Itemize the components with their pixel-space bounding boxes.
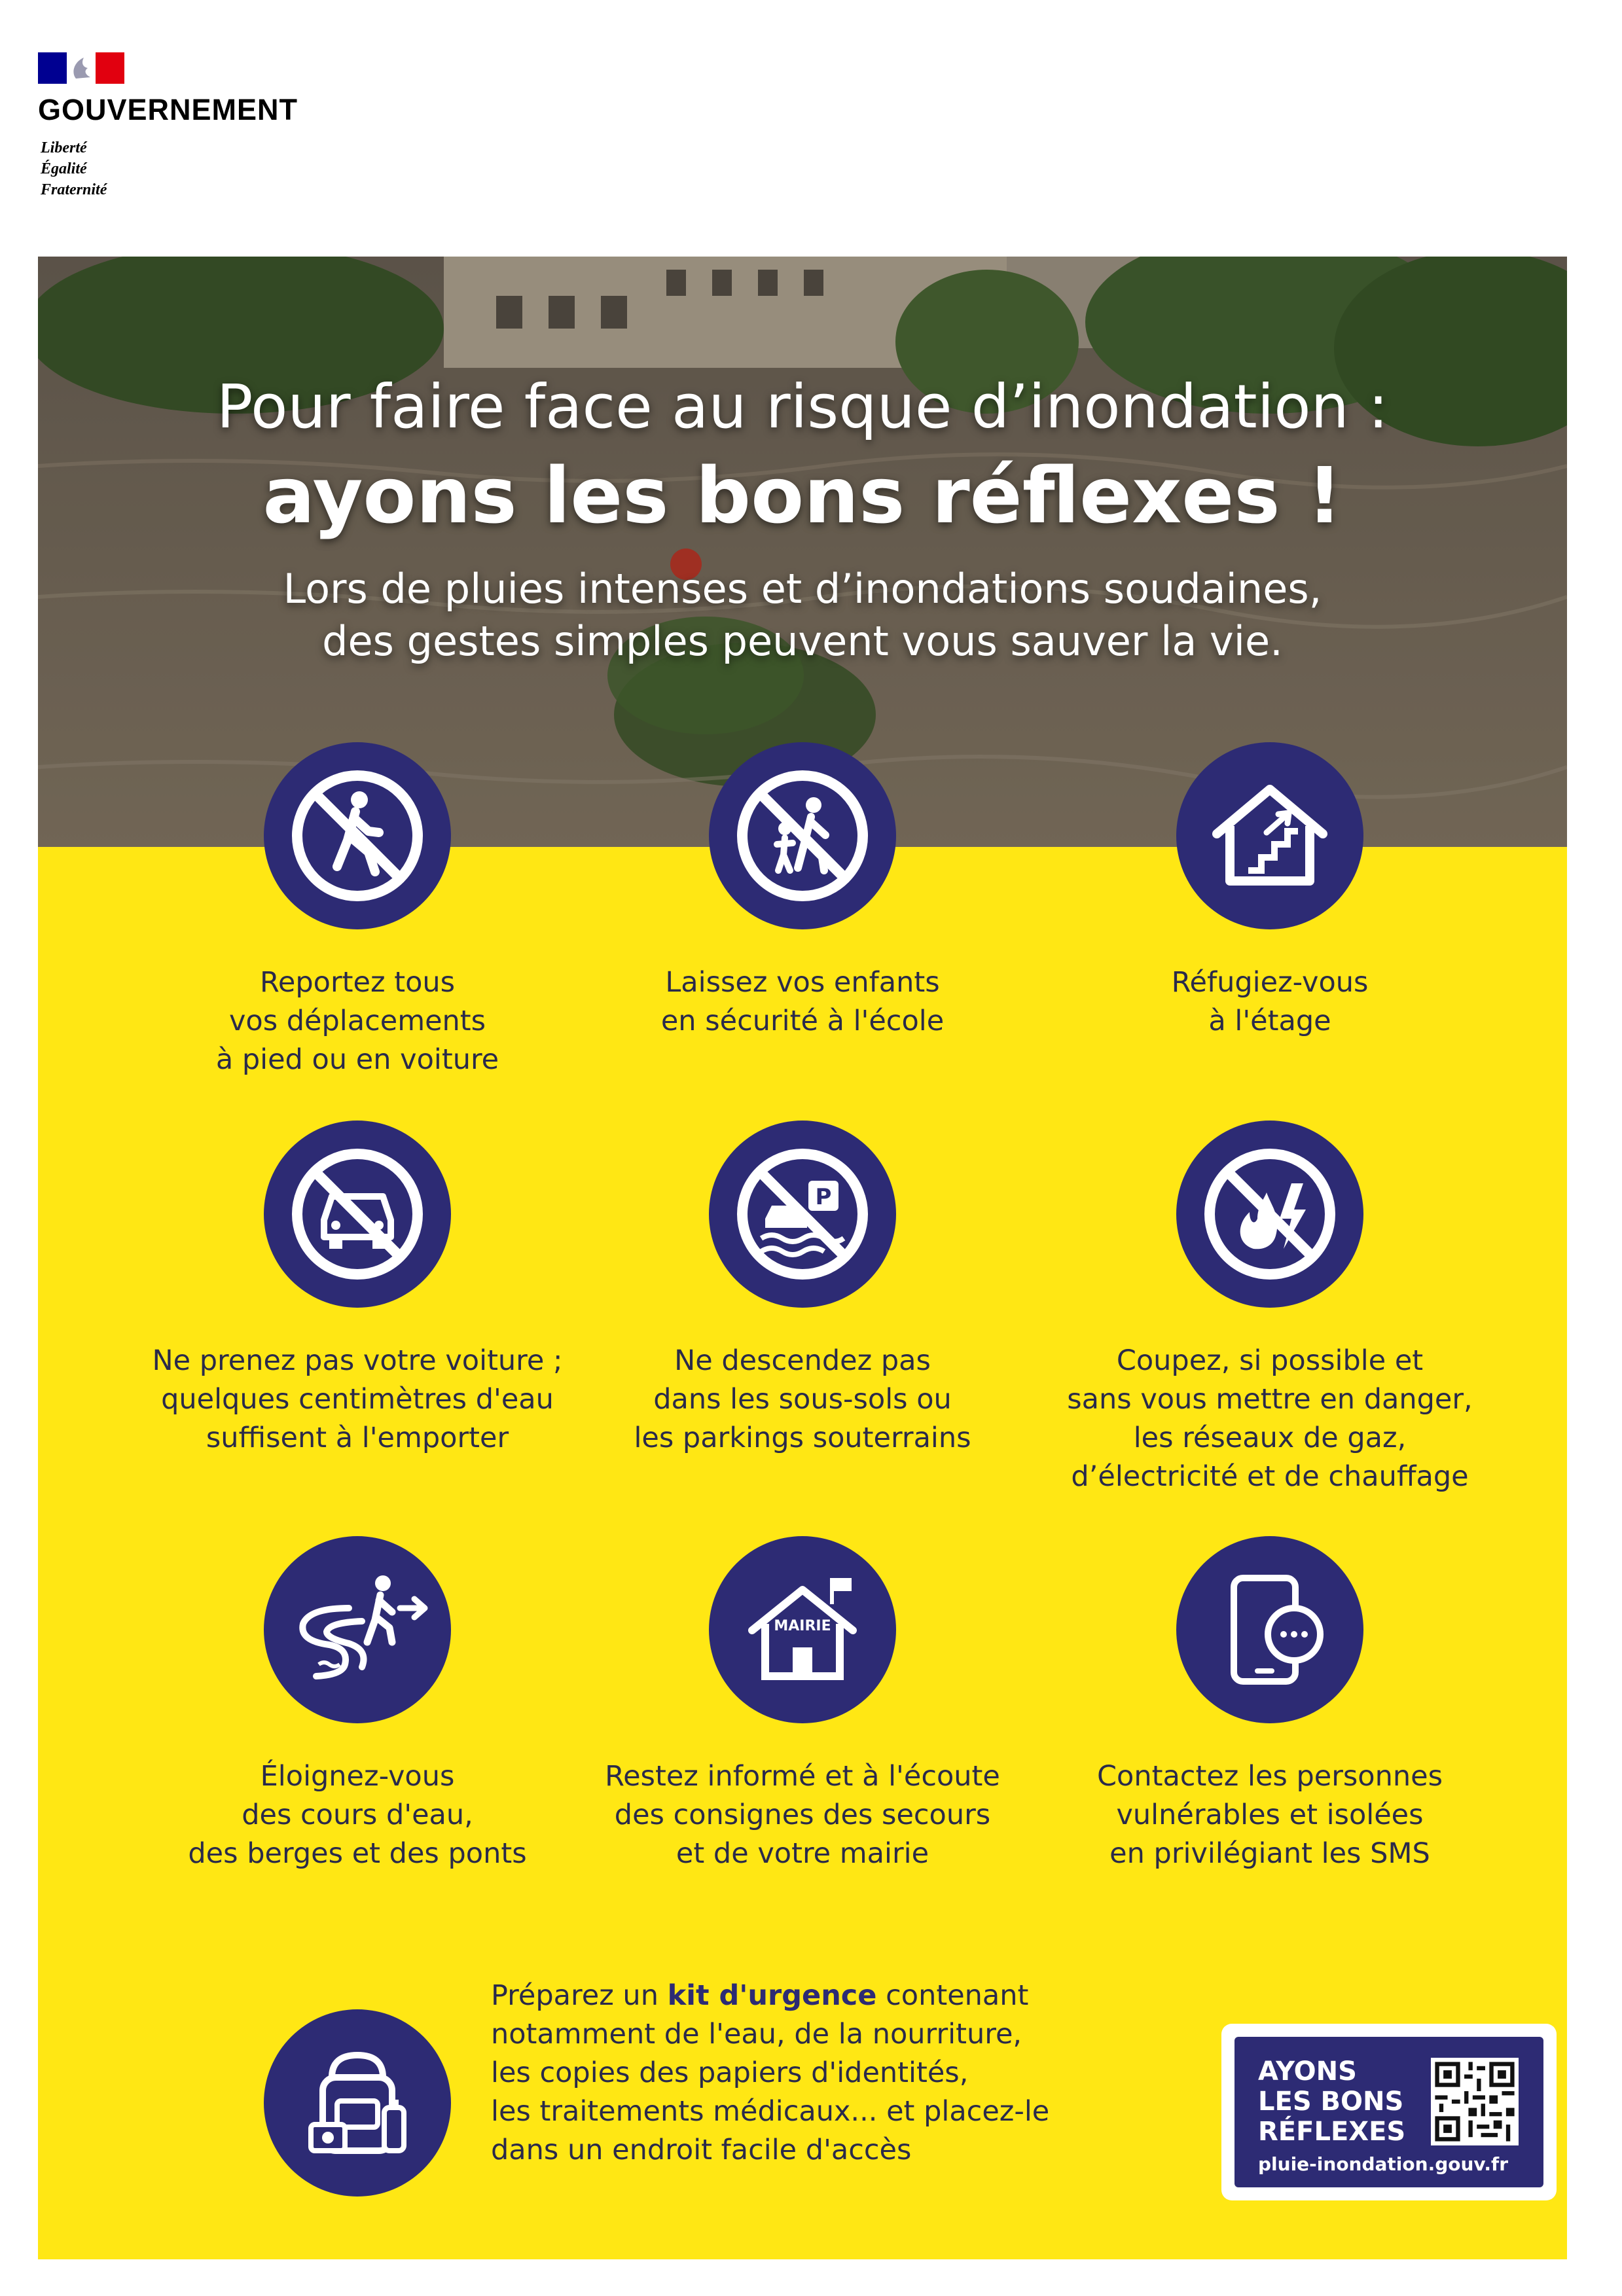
flood-poster [38,257,1567,2259]
svg-text:P: P [815,1184,832,1210]
tile-away-from-water: Éloignez-vous des cours d'eau, des berges et des ponts [141,1536,573,1873]
tile-no-basement: P Ne descendez pas dans les sous-sols ou les parkings souterrains [586,1121,1018,1458]
town-hall-icon [709,1536,896,1723]
tile-contact-vulnerable: Contactez les personnes vulnérables et isolées en privilégiant les SMS [1054,1536,1486,1873]
tile-children-school: Laissez vos enfants en sécurité à l'école [586,742,1018,1041]
hero-title-line1: Pour faire face au risque d’inondation : [216,372,1389,442]
no-pedestrian-icon [264,742,451,929]
qr-code-icon[interactable] [1431,2058,1519,2145]
no-car-icon [264,1121,451,1308]
hero-subtitle-line2: des gestes simples peuvent vous sauver la vie. [322,617,1283,665]
hero-title-line2: ayons les bons réflexes ! [262,450,1343,541]
badge-title: AYONS LES BONS RÉFLEXES [1258,2056,1406,2147]
tile-stay-informed: MAIRIE Restez informé et à l'écoute des consignes des secours et de votre mairie [586,1536,1018,1873]
kit-instructions: Préparez un kit d'urgence contenant notamment de l'eau, de la nourriture, les copies des papiers d'identités, les traitements médicaux... et placez-le dans un endroit facile d'accès [491,1979,1050,2166]
hero-subtitle [38,563,1567,668]
house-upstairs-icon [1176,742,1363,929]
no-gas-electricity-icon [1176,1121,1363,1308]
tile-postpone-travel: Reportez tous vos déplacements à pied ou en voiture [141,742,573,1079]
tile-cut-networks: Coupez, si possible et sans vous mettre en danger, les réseaux de gaz, d’électricité et de chauffage [1054,1121,1486,1496]
hero-subtitle-line1: Lors de pluies intenses et d’inondations soudaines, [283,565,1322,613]
campaign-url-link[interactable]: pluie-inondation.gouv.fr [1258,2153,1509,2175]
emergency-kit-icon [264,2009,451,2197]
motto-egalite: Égalité [41,160,87,177]
government-title: GOUVERNEMENT [38,93,298,126]
campaign-badge[interactable] [1221,2024,1557,2200]
republic-motto [41,137,107,200]
no-child-walking-icon [709,742,896,929]
town-hall-icon-label: MAIRIE [774,1618,831,1634]
government-logo [38,52,339,209]
marianne-flag-icon [38,52,124,84]
motto-liberte: Liberté [41,139,87,156]
tile-no-car: Ne prenez pas votre voiture ; quelques centimètres d'eau suffisent à l'emporter [141,1121,573,1458]
motto-fraternite: Fraternité [41,181,107,198]
walk-away-from-river-icon [264,1536,451,1723]
kit-emphasis: kit d'urgence [667,1979,877,2012]
tile-go-upstairs: Réfugiez-vous à l'étage [1054,742,1486,1041]
hero-text [38,368,1567,668]
phone-message-icon [1176,1536,1363,1723]
no-underground-parking-icon [709,1121,896,1308]
